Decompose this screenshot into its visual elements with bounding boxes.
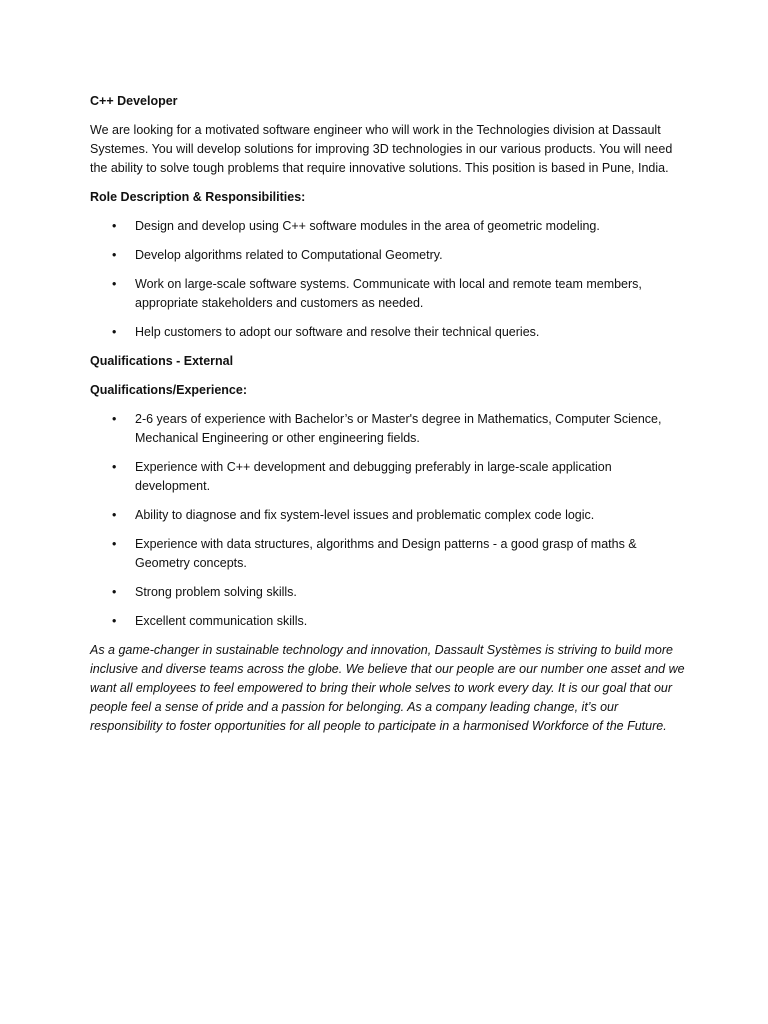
experience-item [90, 612, 690, 631]
experience-item-text: Excellent communication skills. [135, 614, 308, 628]
role-item [90, 246, 690, 265]
role-list [90, 217, 690, 342]
bullet-icon: • [112, 219, 117, 233]
bullet-icon: • [112, 585, 117, 599]
experience-item [90, 535, 690, 573]
role-item-text: Develop algorithms related to Computational Geometry. [135, 248, 443, 262]
role-item [90, 217, 690, 236]
experience-item-text: Experience with C++ development and debugging preferably in large-scale application development. [135, 460, 612, 493]
experience-list [90, 410, 690, 631]
experience-item [90, 410, 690, 448]
role-heading: Role Description & Responsibilities: [90, 190, 306, 204]
experience-item [90, 458, 690, 496]
role-item [90, 323, 690, 342]
role-item-text: Work on large-scale software systems. Communicate with local and remote team members, appropriate stakeholders and customers as needed. [135, 277, 642, 310]
diversity-statement: As a game-changer in sustainable technology and innovation, Dassault Systèmes is striving to build more inclusive and diverse teams across the globe. We believe that our people are our number one asset and we want all employees to feel empowered to bring their whole selves to work every day. It is our goal that our people feel a sense of pride and a passion for belonging. As a company leading change, it’s our responsibility to foster opportunities for all people to participate in a harmonised Workforce of the Future. [90, 643, 685, 733]
experience-heading: Qualifications/Experience: [90, 383, 247, 397]
bullet-icon: • [112, 614, 117, 628]
bullet-icon: • [112, 412, 117, 426]
bullet-icon: • [112, 248, 117, 262]
job-description-page [90, 92, 690, 736]
experience-item-text: 2-6 years of experience with Bachelor’s or Master's degree in Mathematics, Computer Science, Mechanical Engineering or other engineering fields. [135, 412, 662, 445]
role-item-text: Design and develop using C++ software modules in the area of geometric modeling. [135, 219, 600, 233]
experience-item-text: Strong problem solving skills. [135, 585, 297, 599]
bullet-icon: • [112, 537, 117, 551]
bullet-icon: • [112, 460, 117, 474]
experience-item [90, 583, 690, 602]
bullet-icon: • [112, 325, 117, 339]
job-title: C++ Developer [90, 94, 178, 108]
role-item [90, 275, 690, 313]
bullet-icon: • [112, 277, 117, 291]
experience-item-text: Experience with data structures, algorithms and Design patterns - a good grasp of maths & Geometry concepts. [135, 537, 637, 570]
bullet-icon: • [112, 508, 117, 522]
qualifications-external-heading: Qualifications - External [90, 354, 234, 368]
intro-paragraph: We are looking for a motivated software engineer who will work in the Technologies division at Dassault Systemes. You will develop solutions for improving 3D technologies in our various products. You will need the ability to solve tough problems that require innovative solutions. This position is based in Pune, India. [90, 123, 673, 175]
role-item-text: Help customers to adopt our software and resolve their technical queries. [135, 325, 540, 339]
experience-item-text: Ability to diagnose and fix system-level issues and problematic complex code logic. [135, 508, 595, 522]
experience-item [90, 506, 690, 525]
